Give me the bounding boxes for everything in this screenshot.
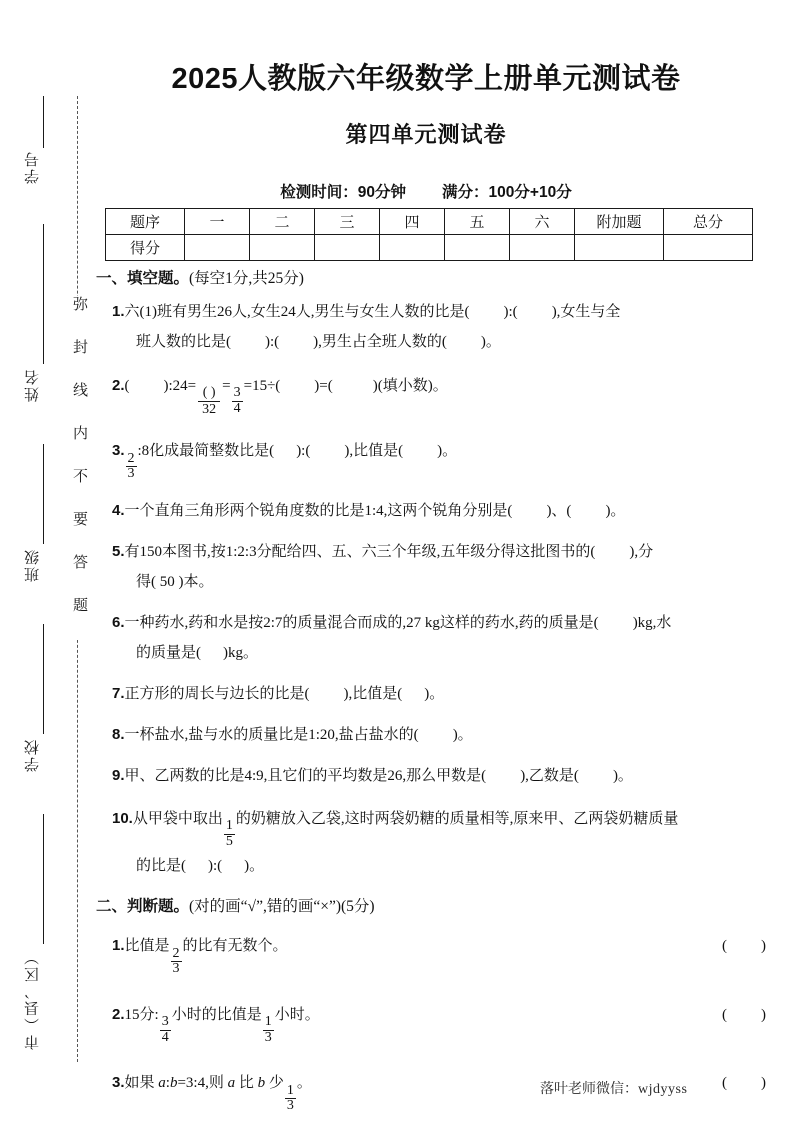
exam-full-score-label: 满分：100分+10分 bbox=[442, 184, 572, 201]
paren-close: ) bbox=[761, 938, 766, 955]
seal-rule-5 bbox=[43, 814, 44, 944]
seal-sidebar bbox=[0, 0, 96, 1122]
judge-question-2 bbox=[96, 997, 766, 1046]
fraction-numerator: 1 bbox=[264, 1014, 272, 1030]
question-6 bbox=[96, 608, 766, 668]
score-table-cell: 五 bbox=[445, 209, 510, 235]
table-row bbox=[106, 209, 753, 235]
question-1-number: 1. bbox=[112, 303, 125, 320]
question-8 bbox=[96, 720, 766, 750]
question-3 bbox=[96, 433, 766, 482]
score-input-cell[interactable] bbox=[250, 235, 315, 261]
watermark bbox=[540, 1078, 687, 1098]
question-2 bbox=[96, 368, 766, 417]
question-5-text-b: ),分 bbox=[629, 543, 654, 560]
question-5-number: 5. bbox=[112, 542, 125, 560]
question-5-text-c: 得( 50 )本。 bbox=[136, 573, 214, 590]
question-6-text-b: )kg,水 bbox=[632, 614, 672, 631]
score-input-cell[interactable] bbox=[664, 235, 753, 261]
sidebar-label-city-district: 市（县、区） bbox=[25, 948, 41, 1050]
judge-3-var-a2: a bbox=[227, 1075, 236, 1092]
question-3-text-c: ),比值是( bbox=[344, 443, 404, 460]
question-2-fraction-1 bbox=[198, 385, 220, 417]
page-title: 2025人教版六年级数学上册单元测试卷 bbox=[171, 63, 681, 95]
sidebar-label-student-id: 学号 bbox=[25, 150, 41, 184]
section-2-note: (对的画“√”,错的画“×”)(5分) bbox=[189, 898, 375, 916]
judge-3-text-f: 。 bbox=[296, 1075, 312, 1092]
judge-1-answer-box[interactable] bbox=[722, 928, 766, 964]
fraction-denominator: 3 bbox=[264, 1029, 272, 1045]
paren-open: ( bbox=[722, 938, 727, 955]
question-1-text-c: ),女生与全 bbox=[551, 304, 621, 320]
score-table bbox=[105, 208, 753, 261]
judge-3-var-a1: a bbox=[158, 1075, 166, 1092]
question-8-text-a: 一杯盐水,盐与水的质量比是1:20,盐占盐水的( bbox=[124, 726, 419, 743]
question-4-text-a: 一个直角三角形两个锐角度数的比是1:4,这两个锐角分别是( bbox=[124, 502, 513, 519]
judge-3-answer-box[interactable] bbox=[722, 1065, 766, 1101]
paren-close: ) bbox=[761, 1075, 766, 1092]
judge-3-var-b2: b bbox=[257, 1075, 266, 1092]
paren-open: ( bbox=[722, 1006, 727, 1023]
unit-title: 第四单元测试卷 bbox=[345, 122, 507, 147]
fraction-denominator: 3 bbox=[127, 466, 135, 482]
sidebar-label-school: 学校 bbox=[25, 738, 41, 772]
question-7-text-b: ),比值是( bbox=[343, 685, 403, 702]
question-4 bbox=[96, 496, 766, 526]
judge-3-number: 3. bbox=[112, 1074, 125, 1092]
question-8-number: 8. bbox=[112, 725, 125, 743]
question-7-text-a: 正方形的周长与边长的比是( bbox=[124, 685, 310, 702]
score-input-cell[interactable] bbox=[510, 235, 575, 261]
fraction-denominator: 3 bbox=[172, 961, 180, 977]
question-10-text-b: 的奶糖放入乙袋,这时两袋奶糖的质量相等,原来甲、乙两袋奶糖质量 bbox=[235, 810, 679, 827]
seal-rule-2 bbox=[43, 224, 44, 364]
judge-3-colon: : bbox=[165, 1075, 170, 1092]
question-8-text-b: )。 bbox=[452, 726, 473, 743]
question-5 bbox=[96, 537, 766, 597]
score-table-cell: 总分 bbox=[664, 209, 753, 235]
question-7-text-c: )。 bbox=[424, 685, 445, 702]
question-9 bbox=[96, 761, 766, 791]
question-1-text-f: ),男生占全班人数的( bbox=[313, 334, 447, 350]
sidebar-label-name: 姓名 bbox=[25, 368, 41, 402]
judge-2-text-c: 小时。 bbox=[274, 1006, 320, 1023]
seal-rule-4 bbox=[43, 624, 44, 734]
question-4-text-c: )。 bbox=[605, 502, 626, 519]
watermark-id: wjdyyss bbox=[638, 1082, 688, 1097]
question-9-text-a: 甲、乙两数的比是4:9,且它们的平均数是26,那么甲数是( bbox=[124, 767, 487, 784]
question-10 bbox=[96, 802, 766, 884]
exam-time-label: 检测时间：90分钟 bbox=[280, 184, 407, 201]
judge-1-text-b: 的比有无数个。 bbox=[182, 938, 288, 955]
judge-1-number: 1. bbox=[112, 937, 125, 955]
question-10-text-d: ):( bbox=[208, 858, 223, 875]
question-3-fraction bbox=[126, 452, 137, 482]
question-10-text-e: )。 bbox=[244, 858, 265, 875]
question-2-equals: = bbox=[222, 378, 231, 394]
judge-2-text-a: 15分: bbox=[124, 1006, 159, 1023]
question-9-text-c: )。 bbox=[612, 767, 633, 784]
fraction-numerator: 3 bbox=[233, 385, 241, 401]
seal-rule-3 bbox=[43, 444, 44, 544]
fraction-denominator: 4 bbox=[161, 1029, 169, 1045]
question-6-text-c: 的质量是( bbox=[136, 644, 201, 661]
judge-2-fraction-2 bbox=[263, 1015, 274, 1045]
score-input-cell[interactable] bbox=[445, 235, 510, 261]
fraction-numerator: 2 bbox=[172, 945, 180, 961]
section-heading-true-false bbox=[96, 894, 766, 916]
watermark-label: 落叶老师微信： bbox=[540, 1082, 638, 1097]
question-10-fraction bbox=[224, 819, 235, 849]
score-table-row-header: 题序 bbox=[106, 209, 185, 235]
question-2-text-b: ):24= bbox=[163, 378, 197, 394]
question-2-text-c: =15÷( bbox=[243, 378, 281, 394]
question-1-text-b: ):( bbox=[503, 304, 518, 320]
score-table-cell: 六 bbox=[510, 209, 575, 235]
question-2-text-d: )=( bbox=[314, 378, 333, 394]
judge-1-fraction bbox=[171, 947, 182, 977]
question-3-number: 3. bbox=[112, 442, 125, 460]
fraction-numerator: 1 bbox=[286, 1082, 294, 1098]
section-1-name: 一、填空题。 bbox=[96, 270, 190, 287]
judge-3-text-e: 少 bbox=[268, 1075, 284, 1092]
question-3-text-d: )。 bbox=[437, 443, 458, 460]
seal-line-text: 弥封线内不要答题 bbox=[66, 296, 90, 640]
question-7 bbox=[96, 679, 766, 709]
question-2-number: 2. bbox=[112, 377, 125, 394]
question-1-text-g: )。 bbox=[480, 334, 501, 350]
question-1 bbox=[96, 297, 766, 357]
question-10-text-c: 的比是( bbox=[136, 858, 186, 875]
fraction-numerator: ( ) bbox=[202, 385, 216, 401]
judge-2-answer-box[interactable] bbox=[722, 997, 766, 1033]
exam-sheet bbox=[96, 0, 804, 1122]
judge-question-1 bbox=[96, 928, 766, 977]
judge-2-number: 2. bbox=[112, 1005, 125, 1023]
judge-2-text-b: 小时的比值是 bbox=[171, 1006, 262, 1023]
section-1-note: (每空1分,共25分) bbox=[189, 270, 304, 287]
question-3-text-a: :8化成最简整数比是( bbox=[137, 443, 275, 460]
question-3-text-b: ):( bbox=[296, 443, 311, 460]
question-body bbox=[96, 266, 766, 1125]
question-2-fraction-2 bbox=[232, 386, 243, 416]
fraction-numerator: 1 bbox=[225, 818, 233, 834]
judge-3-var-b1: b bbox=[169, 1075, 178, 1092]
table-row bbox=[106, 235, 753, 261]
question-6-text-d: )kg。 bbox=[223, 644, 258, 661]
judge-3-text-a: 如果 bbox=[124, 1075, 155, 1092]
paren-close: ) bbox=[761, 1006, 766, 1023]
fraction-denominator: 4 bbox=[233, 400, 241, 416]
judge-3-fraction bbox=[285, 1084, 296, 1114]
fraction-numerator: 3 bbox=[161, 1014, 169, 1030]
question-6-text-a: 一种药水,药和水是按2:7的质量混合而成的,27 kg这样的药水,药的质量是( bbox=[124, 614, 599, 631]
question-9-number: 9. bbox=[112, 766, 125, 784]
question-9-text-b: ),乙数是( bbox=[520, 767, 579, 784]
score-input-cell[interactable] bbox=[575, 235, 664, 261]
question-1-text-e: ):( bbox=[265, 334, 280, 350]
exam-meta bbox=[96, 180, 756, 202]
seal-rule-1 bbox=[43, 96, 44, 148]
fraction-numerator: 2 bbox=[127, 450, 135, 466]
score-table-row-header: 得分 bbox=[106, 235, 185, 261]
question-1-text-d: 班人数的比是( bbox=[136, 334, 231, 350]
question-2-text-a: ( bbox=[124, 378, 130, 394]
section-heading-fill-blank bbox=[96, 266, 766, 288]
score-table-cell: 四 bbox=[380, 209, 445, 235]
judge-1-text-a: 比值是 bbox=[124, 938, 170, 955]
section-2-name: 二、判断题。 bbox=[96, 898, 190, 916]
question-10-number: 10. bbox=[112, 809, 133, 827]
score-input-cell[interactable] bbox=[185, 235, 250, 261]
question-4-text-b: )、( bbox=[546, 502, 572, 519]
score-input-cell[interactable] bbox=[380, 235, 445, 261]
judge-2-fraction-1 bbox=[160, 1015, 171, 1045]
fraction-denominator: 32 bbox=[198, 401, 220, 417]
question-7-number: 7. bbox=[112, 684, 125, 702]
score-table-cell: 二 bbox=[250, 209, 315, 235]
score-input-cell[interactable] bbox=[315, 235, 380, 261]
judge-3-text-c: =3:4,则 bbox=[177, 1075, 224, 1092]
score-table-cell: 一 bbox=[185, 209, 250, 235]
question-1-text-a: 六(1)班有男生26人,女生24人,男生与女生人数的比是( bbox=[124, 304, 470, 320]
score-table-cell: 附加题 bbox=[575, 209, 664, 235]
question-5-text-a: 有150本图书,按1:2:3分配给四、五、六三个年级,五年级分得这批图书的( bbox=[124, 543, 596, 560]
fraction-denominator: 5 bbox=[225, 833, 233, 849]
question-6-number: 6. bbox=[112, 613, 125, 631]
sidebar-label-class: 班级 bbox=[25, 548, 41, 582]
score-table-cell: 三 bbox=[315, 209, 380, 235]
fraction-denominator: 3 bbox=[286, 1098, 294, 1114]
question-10-text-a: 从甲袋中取出 bbox=[132, 810, 223, 827]
paren-open: ( bbox=[722, 1075, 727, 1092]
question-2-text-e: )(填小数)。 bbox=[372, 378, 448, 394]
question-4-number: 4. bbox=[112, 501, 125, 519]
judge-3-text-d: 比 bbox=[238, 1075, 254, 1092]
